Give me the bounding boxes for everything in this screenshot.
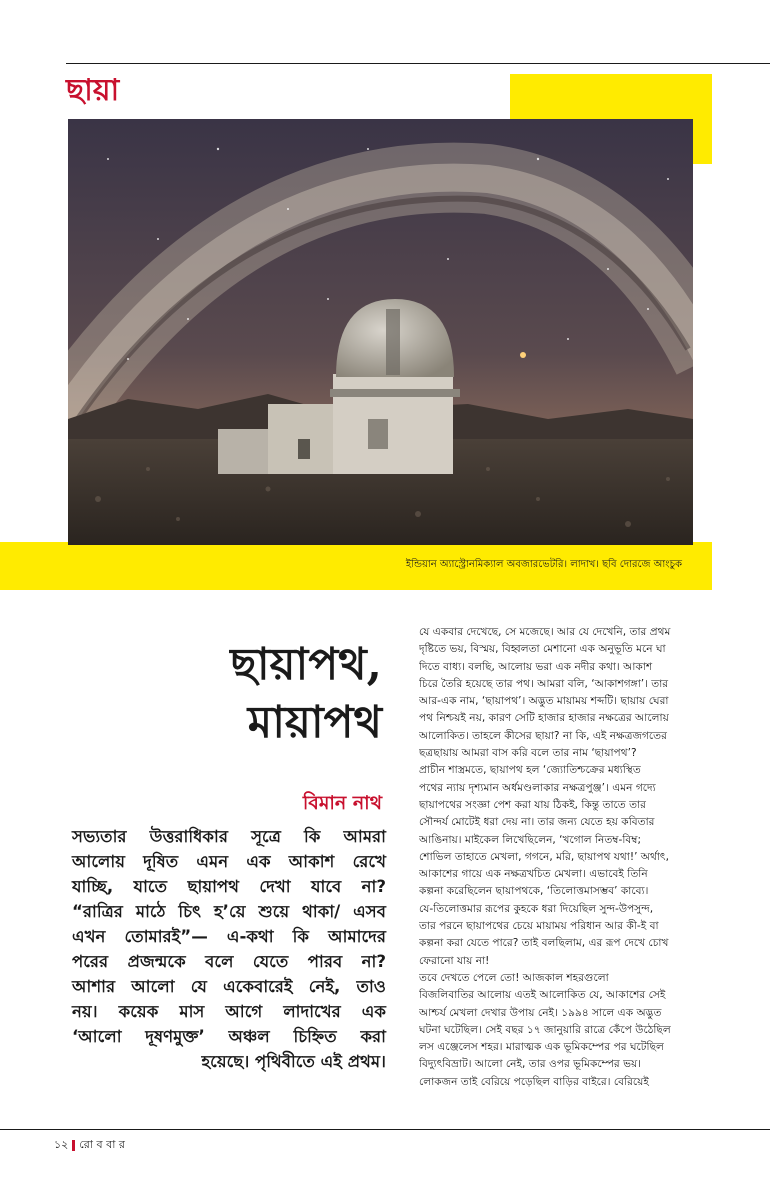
body-line: প্রাচীন শাস্ত্রমতে, ছায়াপথ হল ‘জ্যোতিশ্চক্রের মধ্যস্থিত xyxy=(419,764,641,777)
body-line: লস এঞ্জেলেস শহর। মারাত্মক এক ভূমিকম্পের পর ঘটেছিল xyxy=(419,1041,664,1054)
bottom-rule xyxy=(0,1129,770,1130)
body-line: আশ্চর্য মেখলা দেখার উপায় নেই। ১৯৯৪ সালে এক অদ্ভুত xyxy=(419,1006,662,1019)
page-number: ১২ xyxy=(54,1138,69,1151)
intro-line: আশার আলো যে একেবারেই নেই, তাও xyxy=(72,977,386,996)
intro-line: নয়। কয়েক মাস আগে লাদাখের এক xyxy=(72,1002,386,1021)
body-line: আকাশের গায়ে এক নক্ষত্রখচিত মেখলা। এভাবেই তিনি xyxy=(419,868,648,881)
body-line: চিরে তৈরি হয়েছে তার পথ। আমরা বলি, ‘আকাশগঙ্গা’। তার xyxy=(419,677,669,690)
body-line: শোভিল তাহাতে মেখলা, গগনে, মরি, ছায়াপথ যথা!’ অর্থাৎ, xyxy=(419,850,669,863)
body-line: বিদ্যুৎবিভ্রাট। আলো নেই, তার ওপর ভূমিকম্পের ভয়। xyxy=(419,1058,642,1071)
photo-caption: ইন্ডিয়ান অ্যাস্ট্রোনমিক্যাল অবজারভেটরি। লাদাখ। ছবি দোরজে আংচুক xyxy=(405,559,682,570)
section-label: ছায়া xyxy=(66,73,120,108)
article-title xyxy=(150,636,382,752)
body-line: পথের ন্যায় দৃশ্যমান অর্ধমণ্ডলাকার নক্ষত্রপুঞ্জ’। এমন গদ্যে xyxy=(419,781,656,794)
intro-line: এখন তোমারই”— এ-কথা কি আমাদের xyxy=(72,927,386,946)
intro-line: পরের প্রজন্মকে বলে যেতে পারব না? xyxy=(72,952,386,971)
body-column xyxy=(419,624,709,1091)
intro-line: সভ্যতার উত্তরাধিকার সূত্রে কি আমরা xyxy=(72,827,386,846)
body-line: তবে দেখতে পেলে তো! আজকাল শহরগুলো xyxy=(419,971,609,984)
body-line: যে-তিলোত্তমার রূপের কুহকে ধরা দিয়েছিল সুন্দ-উপসুন্দ, xyxy=(419,902,654,915)
body-line: পথ নিশ্চয়ই নয়, কারণ সেটি হাজার হাজার নক্ষত্রের আলোয় xyxy=(419,712,669,725)
body-line: ছত্রছায়ায় আমরা বাস করি বলে তার নাম ‘ছায়াপথ’? xyxy=(419,747,637,760)
body-line: দিতে বাধ্য। বলছি, আলোয় ভরা এক নদীর কথা। আকাশ xyxy=(419,660,653,673)
title-line-1: ছায়াপথ, xyxy=(230,639,382,690)
body-line: আর-এক নাম, ‘ছায়াপথ’। অদ্ভুত মায়াময় শব্দটি। ছায়ায় ঘেরা xyxy=(419,695,669,708)
body-line: দৃষ্টিতে ভয়, বিস্ময়, বিহ্বলতা মেশানো এক অনুভূতি মনে ঘা xyxy=(419,643,666,656)
intro-line: “রাত্রির মাঠে চিৎ হ’য়ে শুয়ে থাকা/ এসব xyxy=(72,902,386,921)
intro-line: যাচ্ছি, যাতে ছায়াপথ দেখা যাবে না? xyxy=(72,877,386,896)
observatory-milky-way-photo xyxy=(68,119,693,545)
intro-line: আলোয় দূষিত এমন এক আকাশ রেখে xyxy=(72,852,386,871)
page-footer xyxy=(54,1136,125,1155)
body-line: সৌন্দর্য মোটেই ধরা দেয় না। তার জন্য যেতে হয় কবিতার xyxy=(419,816,655,829)
body-line: যে একবার দেখেছে, সে মজেছে। আর যে দেখেনি, তার প্রথম xyxy=(419,626,671,638)
body-line: কল্পনা করা যেতে পারে? তাই বলছিলাম, এর রূপ দেখে চোখ xyxy=(419,937,669,950)
body-line: আলোকিত। তাহলে কীসের ছায়া? না কি, এই নক্ষত্রজগতের xyxy=(419,729,667,742)
body-line: ছায়াপথের সংজ্ঞা পেশ করা যায় ঠিকই, কিন্তু তাতে তার xyxy=(419,798,646,811)
top-rule xyxy=(66,63,770,64)
body-line: কল্পনা করেছিলেন ছায়াপথকে, ‘তিলোত্তমাসম্ভব’ কাব্যে। xyxy=(419,885,649,898)
body-line: লোকজন তাই বেরিয়ে পড়েছিল বাড়ির বাইরে। বেরিয়েই xyxy=(419,1075,649,1088)
author-byline: বিমান নাথ xyxy=(302,792,382,814)
body-line: তার পরনে ছায়াপথের চেয়ে মায়াময় পরিধান আর কী-ই বা xyxy=(419,920,659,933)
magazine-name: রো ব বা র xyxy=(79,1138,125,1151)
body-line: ফেরানো যায় না! xyxy=(419,954,490,967)
title-line-2: মায়াপথ xyxy=(247,697,382,748)
intro-line: হয়েছে। পৃথিবীতে এই প্রথম। xyxy=(201,1052,386,1071)
body-line: ঘটনা ঘটেছিল। সেই বছর ১৭ জানুয়ারি রাত্রে কেঁপে উঠেছিল xyxy=(419,1023,671,1036)
body-line: আঙিনায়। মাইকেল লিখেছিলেন, ‘খগোল নিতম্ব-বিম্ব; xyxy=(419,833,642,846)
intro-paragraph xyxy=(72,824,386,1074)
intro-line: ‘আলো দূষণমুক্ত’ অঞ্চল চিহ্নিত করা xyxy=(72,1027,386,1046)
footer-divider xyxy=(72,1140,75,1151)
body-line: বিজলিবাতির আলোয় এতই আলোকিত যে, আকাশের সেই xyxy=(419,989,666,1002)
